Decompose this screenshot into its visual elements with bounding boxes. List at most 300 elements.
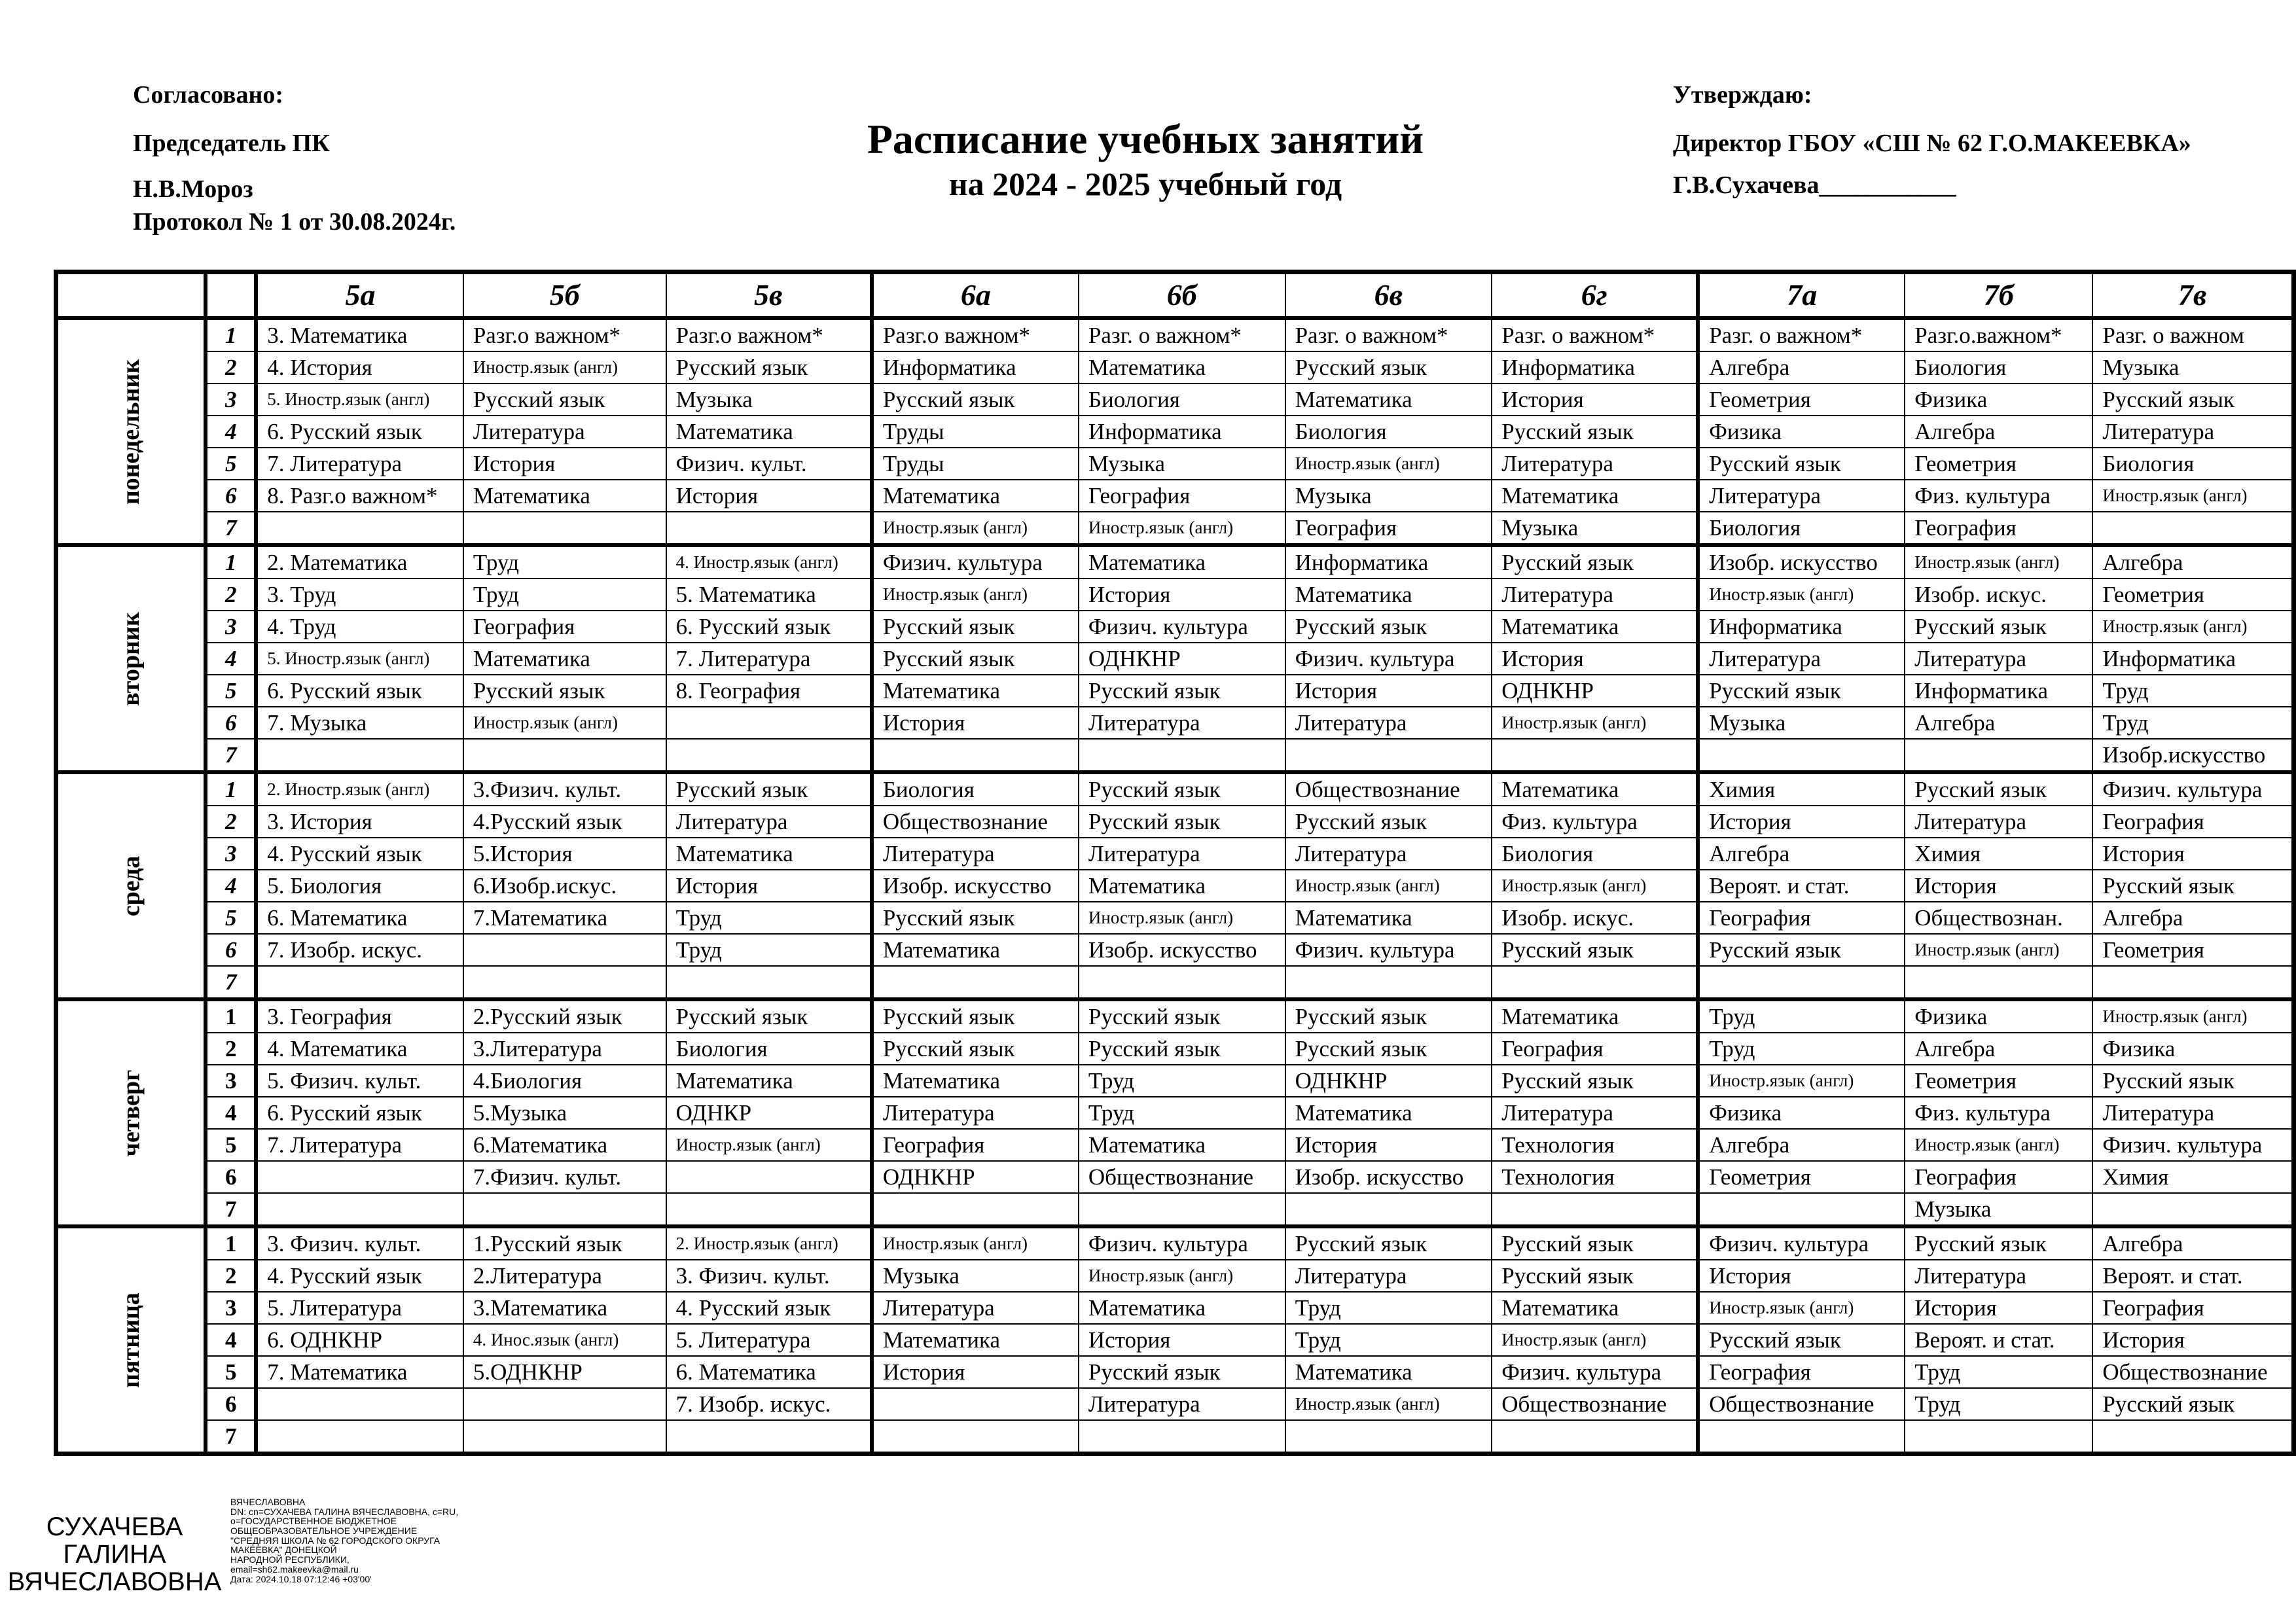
lesson-cell: 8. География — [666, 675, 872, 707]
lesson-cell: Химия — [2092, 1161, 2293, 1193]
lesson-cell: Иностр.язык (англ) — [1285, 448, 1492, 480]
lesson-cell: Литература — [666, 806, 872, 838]
lesson-cell: 7. Литература — [256, 1129, 463, 1161]
schedule-table — [54, 270, 2296, 1456]
lesson-cell: 5. Литература — [256, 1292, 463, 1324]
day-label-cell — [56, 1226, 206, 1454]
lesson-cell: 3.Математика — [463, 1292, 666, 1324]
lesson-number: 2 — [206, 351, 256, 383]
lesson-cell: Труд — [2092, 707, 2293, 739]
lesson-number: 1 — [206, 1226, 256, 1260]
day-label: четверг — [117, 1069, 145, 1156]
lesson-cell: Иностр.язык (англ) — [2092, 480, 2293, 512]
page-subtitle: на 2024 - 2025 учебный год — [948, 166, 1342, 202]
lesson-cell: Математика — [872, 1065, 1079, 1097]
lesson-cell: Алгебра — [1698, 351, 1905, 383]
lesson-cell: Алгебра — [2092, 1226, 2293, 1260]
lesson-cell: Русский язык — [1285, 1033, 1492, 1065]
lesson-cell: Алгебра — [1698, 838, 1905, 870]
lesson-cell: Литература — [2092, 416, 2293, 448]
lesson-cell: География — [463, 611, 666, 643]
lesson-cell — [1698, 1420, 1905, 1454]
lesson-cell — [1698, 1193, 1905, 1226]
lesson-number: 6 — [206, 480, 256, 512]
lesson-cell: Русский язык — [1285, 1226, 1492, 1260]
lesson-cell: История — [2092, 1324, 2293, 1356]
lesson-cell: Русский язык — [872, 643, 1079, 675]
lesson-number: 6 — [206, 934, 256, 966]
lesson-cell — [666, 512, 872, 545]
lesson-cell: 6.Математика — [463, 1129, 666, 1161]
lesson-cell — [463, 739, 666, 772]
lesson-number: 2 — [206, 579, 256, 611]
lesson-cell: Физ. культура — [1905, 1097, 2092, 1129]
lesson-cell: Литература — [872, 1292, 1079, 1324]
lesson-cell — [666, 707, 872, 739]
lesson-cell: Труд — [666, 934, 872, 966]
lesson-cell: Русский язык — [1698, 1324, 1905, 1356]
lesson-cell: Физ. культура — [1905, 480, 2092, 512]
lesson-cell — [256, 1420, 463, 1454]
day-label-cell — [56, 772, 206, 999]
lesson-cell: 5. Иностр.язык (англ) — [256, 643, 463, 675]
lesson-cell: Информатика — [1079, 416, 1285, 448]
lesson-cell: История — [1905, 870, 2092, 902]
lesson-cell: Разг.о важном* — [872, 318, 1079, 351]
lesson-row — [56, 611, 2294, 643]
lesson-cell: Алгебра — [2092, 902, 2293, 934]
lesson-cell — [1079, 966, 1285, 999]
lesson-cell: Математика — [872, 934, 1079, 966]
lesson-cell: Математика — [1079, 870, 1285, 902]
lesson-cell: История — [1079, 1324, 1285, 1356]
class-header: 5в — [666, 272, 872, 319]
lesson-cell: Физич. культура — [1698, 1226, 1905, 1260]
lesson-cell — [2092, 1420, 2293, 1454]
lesson-cell: Труд — [1285, 1324, 1492, 1356]
lesson-cell: 2.Русский язык — [463, 999, 666, 1033]
lesson-cell — [463, 1193, 666, 1226]
lesson-cell: Математика — [666, 416, 872, 448]
lesson-cell — [872, 1388, 1079, 1420]
lesson-cell: Русский язык — [1285, 999, 1492, 1033]
lesson-cell: Физич. культура — [1492, 1356, 1698, 1388]
class-header: 6в — [1285, 272, 1492, 319]
lesson-cell: Иностр.язык (англ) — [1285, 870, 1492, 902]
lesson-number: 4 — [206, 870, 256, 902]
lesson-number: 3 — [206, 1065, 256, 1097]
union-chair-title: Председатель ПК — [133, 130, 330, 157]
lesson-row — [56, 1065, 2294, 1097]
lesson-cell: Разг. о важном* — [1079, 318, 1285, 351]
lesson-cell: 1.Русский язык — [463, 1226, 666, 1260]
lesson-cell — [256, 1161, 463, 1193]
lesson-cell — [872, 966, 1079, 999]
lesson-cell: 3. География — [256, 999, 463, 1033]
lesson-cell: 3. Физич. культ. — [256, 1226, 463, 1260]
lesson-number: 7 — [206, 1193, 256, 1226]
lesson-cell: Математика — [1492, 1292, 1698, 1324]
lesson-cell: ОДНКНР — [1285, 1065, 1492, 1097]
lesson-cell: Литература — [1079, 838, 1285, 870]
lesson-cell: 6. Математика — [256, 902, 463, 934]
class-header: 6г — [1492, 272, 1698, 319]
lesson-cell: Обществознан. — [1905, 902, 2092, 934]
lesson-cell: Физика — [2092, 1033, 2293, 1065]
lesson-cell: Геометрия — [1905, 1065, 2092, 1097]
lesson-cell — [1079, 1193, 1285, 1226]
lesson-row — [56, 351, 2294, 383]
lesson-row — [56, 1260, 2294, 1292]
lesson-cell: ОДНКНР — [1492, 675, 1698, 707]
lesson-cell: 7. Математика — [256, 1356, 463, 1388]
lesson-cell: 2.Литература — [463, 1260, 666, 1292]
lesson-cell: История — [1079, 579, 1285, 611]
lesson-cell: Русский язык — [1698, 675, 1905, 707]
lesson-cell: Русский язык — [1492, 545, 1698, 579]
lesson-cell: 5.ОДНКНР — [463, 1356, 666, 1388]
lesson-cell: 5. Биология — [256, 870, 463, 902]
union-chair-name: Н.В.Мороз — [133, 175, 253, 203]
day-label: среда — [117, 855, 145, 916]
lesson-cell — [1285, 1193, 1492, 1226]
lesson-cell: 5.История — [463, 838, 666, 870]
lesson-cell: Иностр.язык (англ) — [1492, 870, 1698, 902]
director-name: Г.В.Сухачева___________ — [1673, 171, 1956, 199]
lesson-cell: Русский язык — [1492, 1260, 1698, 1292]
lesson-cell — [872, 1420, 1079, 1454]
lesson-cell: Изобр. искус. — [1905, 579, 2092, 611]
lesson-cell: 5.Музыка — [463, 1097, 666, 1129]
lesson-cell: Информатика — [1698, 611, 1905, 643]
signature-name-line: ГАЛИНА — [63, 1540, 166, 1569]
lesson-cell: Вероят. и стат. — [2092, 1260, 2293, 1292]
lesson-cell: Алгебра — [1905, 416, 2092, 448]
lesson-cell — [256, 1388, 463, 1420]
lesson-cell: Музыка — [1698, 707, 1905, 739]
lesson-cell — [256, 512, 463, 545]
lesson-cell: Русский язык — [1905, 1226, 2092, 1260]
lesson-cell: ОДНКР — [666, 1097, 872, 1129]
lesson-cell — [666, 1420, 872, 1454]
lesson-cell: Труд — [666, 902, 872, 934]
lesson-cell: Биология — [1492, 838, 1698, 870]
lesson-cell: 4. Русский язык — [256, 1260, 463, 1292]
lesson-cell: География — [1905, 1161, 2092, 1193]
lesson-cell: Математика — [1079, 545, 1285, 579]
approval-heading: Согласовано: — [133, 81, 284, 109]
lesson-cell: География — [1079, 480, 1285, 512]
lesson-cell: Иностр.язык (англ) — [1492, 1324, 1698, 1356]
day-label: пятница — [117, 1292, 145, 1388]
lesson-cell: Физич. культура — [1285, 934, 1492, 966]
lesson-cell: Музыка — [1285, 480, 1492, 512]
lesson-cell — [2092, 966, 2293, 999]
lesson-row — [56, 1226, 2294, 1260]
lesson-cell — [463, 512, 666, 545]
lesson-row — [56, 1161, 2294, 1193]
lesson-cell: Труд — [1905, 1356, 2092, 1388]
class-header: 7а — [1698, 272, 1905, 319]
lesson-cell: Разг.о.важном* — [1905, 318, 2092, 351]
lesson-number: 6 — [206, 1161, 256, 1193]
lesson-cell: Алгебра — [1905, 707, 2092, 739]
lesson-cell: История — [463, 448, 666, 480]
lesson-cell: Литература — [1905, 806, 2092, 838]
lesson-cell: Химия — [1698, 772, 1905, 806]
lesson-cell: Иностр.язык (англ) — [2092, 999, 2293, 1033]
lesson-cell: Алгебра — [1698, 1129, 1905, 1161]
lesson-cell: География — [2092, 806, 2293, 838]
lesson-cell — [1698, 739, 1905, 772]
lesson-cell: Иностр.язык (англ) — [872, 579, 1079, 611]
lesson-cell: Разг. о важном* — [1285, 318, 1492, 351]
lesson-cell: Русский язык — [1492, 1226, 1698, 1260]
lesson-cell: Труд — [463, 545, 666, 579]
lesson-cell — [1492, 1420, 1698, 1454]
lesson-cell: Математика — [872, 1324, 1079, 1356]
lesson-row — [56, 739, 2294, 772]
lesson-cell: Иностр.язык (англ) — [1698, 1292, 1905, 1324]
lesson-cell: Геометрия — [2092, 579, 2293, 611]
lesson-cell: 5. Литература — [666, 1324, 872, 1356]
lesson-cell: Русский язык — [2092, 870, 2293, 902]
lesson-number: 3 — [206, 838, 256, 870]
lesson-row — [56, 448, 2294, 480]
lesson-cell: Физич. культ. — [666, 448, 872, 480]
lesson-cell: Труды — [872, 448, 1079, 480]
lesson-cell: Русский язык — [872, 902, 1079, 934]
lesson-cell: Разг. о важном* — [1698, 318, 1905, 351]
lesson-cell — [666, 739, 872, 772]
lesson-cell: Информатика — [1285, 545, 1492, 579]
lesson-cell: Труды — [872, 416, 1079, 448]
lesson-cell: Изобр. искусство — [1079, 934, 1285, 966]
lesson-cell: Обществознание — [1079, 1161, 1285, 1193]
lesson-cell: История — [1492, 643, 1698, 675]
lesson-cell: Литература — [872, 1097, 1079, 1129]
lesson-cell: 6. Русский язык — [256, 1097, 463, 1129]
lesson-cell — [463, 966, 666, 999]
lesson-cell: 6. Математика — [666, 1356, 872, 1388]
lesson-cell: Русский язык — [1079, 772, 1285, 806]
lesson-cell — [1285, 966, 1492, 999]
lesson-cell: Русский язык — [872, 383, 1079, 416]
lesson-cell: Иностр.язык (англ) — [1698, 1065, 1905, 1097]
lesson-cell: 3. Труд — [256, 579, 463, 611]
lesson-cell: 6. ОДНКНР — [256, 1324, 463, 1356]
lesson-cell: Геометрия — [2092, 934, 2293, 966]
signature-details: ВЯЧЕСЛАВОВНА DN: cn=СУХАЧЕВА ГАЛИНА ВЯЧЕСЛАВОВНА, c=RU, o=ГОСУДАРСТВЕННОЕ БЮДЖЕТНОЕ ОБЩЕОБРАЗОВАТЕЛЬНОЕ УЧРЕЖДЕНИЕ "СРЕДНЯЯ ШКОЛА № 62 ГОРОДСКОГО ОКРУГА МАКЕЕВКА" ДОНЕЦКОЙ НАРОДНОЙ РЕСПУБЛИКИ, email=sh62.makeevka@mail.ru Дата: 2024.10.18 07:12:46 +03'00' — [230, 1497, 459, 1584]
lesson-cell: Разг. о важном* — [1492, 318, 1698, 351]
class-header-row — [56, 272, 2294, 319]
lesson-cell — [1285, 1420, 1492, 1454]
lesson-cell: Русский язык — [2092, 383, 2293, 416]
lesson-row — [56, 1129, 2294, 1161]
lesson-cell — [256, 739, 463, 772]
lesson-cell: Русский язык — [1285, 611, 1492, 643]
lesson-row — [56, 838, 2294, 870]
lesson-cell: 6.Изобр.искус. — [463, 870, 666, 902]
lesson-number: 2 — [206, 1033, 256, 1065]
lesson-cell: 4. История — [256, 351, 463, 383]
lesson-number: 1 — [206, 545, 256, 579]
lesson-cell: 3. История — [256, 806, 463, 838]
lesson-row — [56, 318, 2294, 351]
lesson-cell: Музыка — [2092, 351, 2293, 383]
lesson-number: 6 — [206, 707, 256, 739]
lesson-cell: 7. Изобр. искус. — [256, 934, 463, 966]
lesson-cell: История — [1698, 806, 1905, 838]
lesson-cell: ОДНКНР — [872, 1161, 1079, 1193]
lesson-row — [56, 806, 2294, 838]
approve-heading: Утверждаю: — [1673, 81, 1812, 109]
lesson-cell: Иностр.язык (англ) — [872, 512, 1079, 545]
lesson-cell: История — [1492, 383, 1698, 416]
lesson-row — [56, 383, 2294, 416]
lesson-row — [56, 545, 2294, 579]
lesson-cell — [666, 966, 872, 999]
lesson-cell: Иностр.язык (англ) — [1285, 1388, 1492, 1420]
lesson-cell: Математика — [1079, 1292, 1285, 1324]
signature-name-line: СУХАЧЕВА — [46, 1512, 183, 1541]
lesson-row — [56, 643, 2294, 675]
lesson-number: 1 — [206, 318, 256, 351]
lesson-cell: Биология — [1285, 416, 1492, 448]
lesson-cell — [872, 1193, 1079, 1226]
lesson-cell: Информатика — [1905, 675, 2092, 707]
lesson-cell: Иностр.язык (англ) — [872, 1226, 1079, 1260]
lesson-number: 7 — [206, 512, 256, 545]
lesson-cell: Математика — [666, 838, 872, 870]
lesson-cell: История — [2092, 838, 2293, 870]
lesson-cell: Биология — [872, 772, 1079, 806]
lesson-cell — [1905, 1420, 2092, 1454]
lesson-cell: 7. Музыка — [256, 707, 463, 739]
lesson-cell: Вероят. и стат. — [1698, 870, 1905, 902]
class-header: 5а — [256, 272, 463, 319]
lesson-cell: 7. Литература — [666, 643, 872, 675]
lesson-cell: Литература — [1492, 1097, 1698, 1129]
lesson-cell: Русский язык — [1079, 999, 1285, 1033]
lesson-cell: География — [2092, 1292, 2293, 1324]
lesson-cell — [1079, 1420, 1285, 1454]
lesson-row — [56, 870, 2294, 902]
lesson-cell: География — [1285, 512, 1492, 545]
lesson-number: 5 — [206, 448, 256, 480]
lesson-cell: Алгебра — [1905, 1033, 2092, 1065]
lesson-cell: 2. Иностр.язык (англ) — [256, 772, 463, 806]
lesson-cell: Изобр. искусство — [872, 870, 1079, 902]
lesson-cell: Изобр. искусство — [1698, 545, 1905, 579]
lesson-cell — [1905, 966, 2092, 999]
lesson-cell — [1492, 966, 1698, 999]
lesson-row — [56, 1097, 2294, 1129]
lesson-cell: 7.Математика — [463, 902, 666, 934]
lesson-cell: Математика — [463, 480, 666, 512]
class-header: 7б — [1905, 272, 2092, 319]
lesson-cell: Физич. культура — [872, 545, 1079, 579]
lesson-number: 4 — [206, 416, 256, 448]
lesson-cell: Физика — [1698, 1097, 1905, 1129]
lesson-cell — [1905, 739, 2092, 772]
lesson-cell: География — [872, 1129, 1079, 1161]
lesson-cell: География — [1492, 1033, 1698, 1065]
lesson-cell: Математика — [666, 1065, 872, 1097]
lesson-cell: Труд — [1905, 1388, 2092, 1420]
lesson-cell: Иностр.язык (англ) — [1079, 902, 1285, 934]
lesson-row — [56, 707, 2294, 739]
lesson-cell — [2092, 512, 2293, 545]
lesson-cell: Иностр.язык (англ) — [1698, 579, 1905, 611]
lesson-cell: Труд — [1698, 1033, 1905, 1065]
lesson-cell: Биология — [1079, 383, 1285, 416]
lesson-number: 5 — [206, 675, 256, 707]
lesson-number: 4 — [206, 1097, 256, 1129]
lesson-cell: Вероят. и стат. — [1905, 1324, 2092, 1356]
lesson-cell: Иностр.язык (англ) — [666, 1129, 872, 1161]
lesson-cell: Литература — [1905, 643, 2092, 675]
lesson-number: 5 — [206, 1129, 256, 1161]
lesson-cell: Иностр.язык (англ) — [1079, 512, 1285, 545]
lesson-cell: Разг.о важном* — [666, 318, 872, 351]
lesson-cell: Математика — [1285, 383, 1492, 416]
lesson-cell: Математика — [1492, 999, 1698, 1033]
lesson-cell: Химия — [1905, 838, 2092, 870]
lesson-row — [56, 675, 2294, 707]
lesson-row — [56, 772, 2294, 806]
lesson-cell: Русский язык — [1698, 448, 1905, 480]
lesson-cell: Русский язык — [463, 383, 666, 416]
lesson-cell: Физич. культура — [2092, 772, 2293, 806]
lesson-cell: 3.Литература — [463, 1033, 666, 1065]
lesson-number: 7 — [206, 966, 256, 999]
lesson-cell: Математика — [1285, 1097, 1492, 1129]
lesson-cell: Музыка — [1492, 512, 1698, 545]
lesson-number: 3 — [206, 383, 256, 416]
lesson-cell: Русский язык — [1698, 934, 1905, 966]
lesson-cell — [256, 1193, 463, 1226]
lesson-cell: Геометрия — [1698, 383, 1905, 416]
lesson-cell: История — [666, 480, 872, 512]
lesson-cell: Математика — [1492, 480, 1698, 512]
lesson-number-header — [206, 272, 256, 319]
lesson-cell: Литература — [1492, 448, 1698, 480]
lesson-cell: Математика — [1079, 1129, 1285, 1161]
lesson-cell: Русский язык — [872, 999, 1079, 1033]
lesson-cell: Русский язык — [1079, 1356, 1285, 1388]
lesson-number: 4 — [206, 1324, 256, 1356]
lesson-cell: 7.Физич. культ. — [463, 1161, 666, 1193]
lesson-cell: Музыка — [666, 383, 872, 416]
lesson-cell: Русский язык — [1285, 351, 1492, 383]
lesson-cell — [463, 1420, 666, 1454]
lesson-cell: Иностр.язык (англ) — [1905, 545, 2092, 579]
lesson-row — [56, 1324, 2294, 1356]
lesson-cell: Физич. культура — [1079, 611, 1285, 643]
lesson-cell: 7. Изобр. искус. — [666, 1388, 872, 1420]
lesson-cell: Русский язык — [2092, 1388, 2293, 1420]
lesson-cell: Труд — [1698, 999, 1905, 1033]
lesson-cell — [666, 1193, 872, 1226]
lesson-cell: Иностр.язык (англ) — [463, 707, 666, 739]
lesson-cell: 3. Физич. культ. — [666, 1260, 872, 1292]
lesson-cell: 4. Русский язык — [256, 838, 463, 870]
lesson-cell: Обществознание — [872, 806, 1079, 838]
lesson-cell: Русский язык — [1905, 611, 2092, 643]
lesson-cell: 5. Иностр.язык (англ) — [256, 383, 463, 416]
lesson-cell: 4. Русский язык — [666, 1292, 872, 1324]
